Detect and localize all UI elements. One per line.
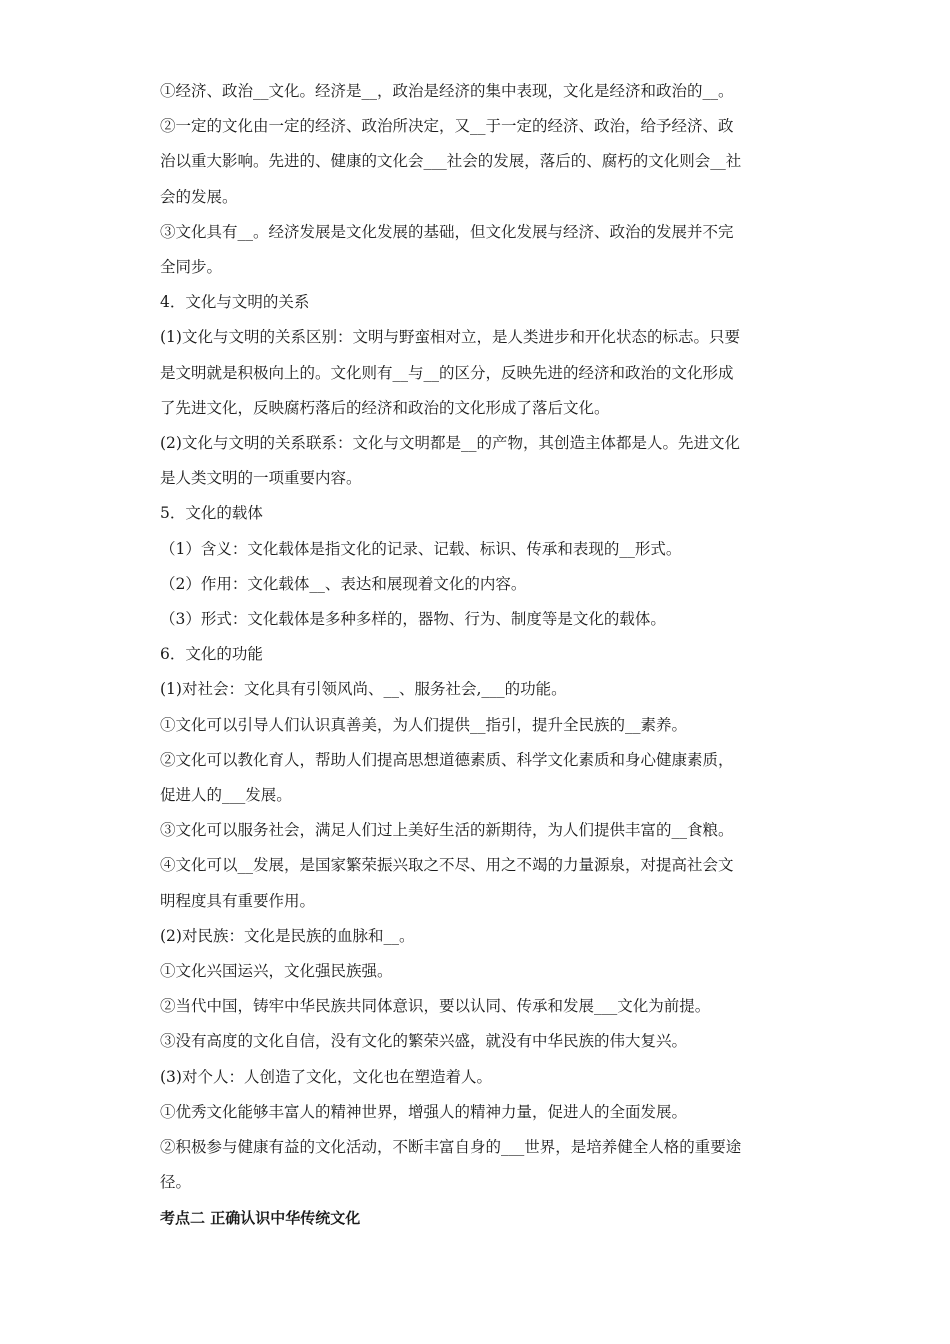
text-line: (2)对民族：文化是民族的血脉和__。 [160, 926, 415, 945]
text-line: （3）形式：文化载体是多种多样的，器物、行为、制度等是文化的载体。 [160, 610, 666, 629]
section-title: 4．文化与文明的关系 [160, 293, 310, 312]
section-title: 6．文化的功能 [160, 645, 263, 664]
document-page [160, 74, 790, 1236]
text-line: 全同步。 [160, 258, 223, 277]
section-heading: 考点二 正确认识中华传统文化 [160, 1208, 361, 1227]
text-line: ②积极参与健康有益的文化活动，不断丰富自身的___世界，是培养健全人格的重要途 [160, 1138, 742, 1157]
text-line: ③文化可以服务社会，满足人们过上美好生活的新期待，为人们提供丰富的__食粮。 [160, 821, 734, 840]
text-line: ①优秀文化能够丰富人的精神世界，增强人的精神力量，促进人的全面发展。 [160, 1102, 688, 1121]
text-line: （2）作用：文化载体__、表达和展现着文化的内容。 [160, 574, 527, 593]
text-line: (2)文化与文明的关系联系：文化与文明都是__的产物，其创造主体都是人。先进文化 [160, 434, 740, 453]
text-line: ②文化可以教化育人，帮助人们提高思想道德素质、科学文化素质和身心健康素质， [160, 750, 734, 769]
text-line: 明程度具有重要作用。 [160, 891, 316, 910]
text-line: ①经济、政治__文化。经济是__，政治是经济的集中表现，文化是经济和政治的__。 [160, 82, 734, 100]
text-line: (1)文化与文明的关系区别：文明与野蛮相对立，是人类进步和开化状态的标志。只要 [160, 328, 740, 347]
text-line: 治以重大影响。先进的、健康的文化会___社会的发展，落后的、腐朽的文化则会__社 [160, 152, 742, 171]
text-line: ②当代中国，铸牢中华民族共同体意识，要以认同、传承和发展___文化为前提。 [160, 997, 711, 1016]
text-line: ③文化具有__。经济发展是文化发展的基础，但文化发展与经济、政治的发展并不完 [160, 222, 734, 241]
text-line: 了先进文化，反映腐朽落后的经济和政治的文化形成了落后文化。 [160, 398, 610, 417]
text-line: 会的发展。 [160, 187, 238, 206]
text-line: 是人类文明的一项重要内容。 [160, 469, 362, 488]
text-line: （1）含义：文化载体是指文化的记录、记载、标识、传承和表现的__形式。 [160, 539, 682, 558]
text-line: (1)对社会：文化具有引领风尚、__、服务社会,___的功能。 [160, 680, 567, 699]
text-line: ③没有高度的文化自信，没有文化的繁荣兴盛，就没有中华民族的伟大复兴。 [160, 1032, 688, 1051]
text-line: (3)对个人：人创造了文化，文化也在塑造着人。 [160, 1067, 492, 1086]
text-line: ②一定的文化由一定的经济、政治所决定，又__于一定的经济、政治，给予经济、政 [160, 117, 734, 136]
text-line: 是文明就是积极向上的。文化则有__与__的区分，反映先进的经济和政治的文化形成 [160, 363, 734, 382]
text-line: ①文化兴国运兴，文化强民族强。 [160, 962, 393, 981]
text-line: ④文化可以__发展，是国家繁荣振兴取之不尽、用之不竭的力量源泉，对提高社会文 [160, 856, 734, 875]
text-line: 径。 [160, 1173, 192, 1192]
section-title: 5．文化的载体 [160, 504, 263, 523]
text-line: ①文化可以引导人们认识真善美，为人们提供__指引，提升全民族的__素养。 [160, 715, 688, 734]
text-line: 促进人的___发展。 [160, 786, 292, 805]
